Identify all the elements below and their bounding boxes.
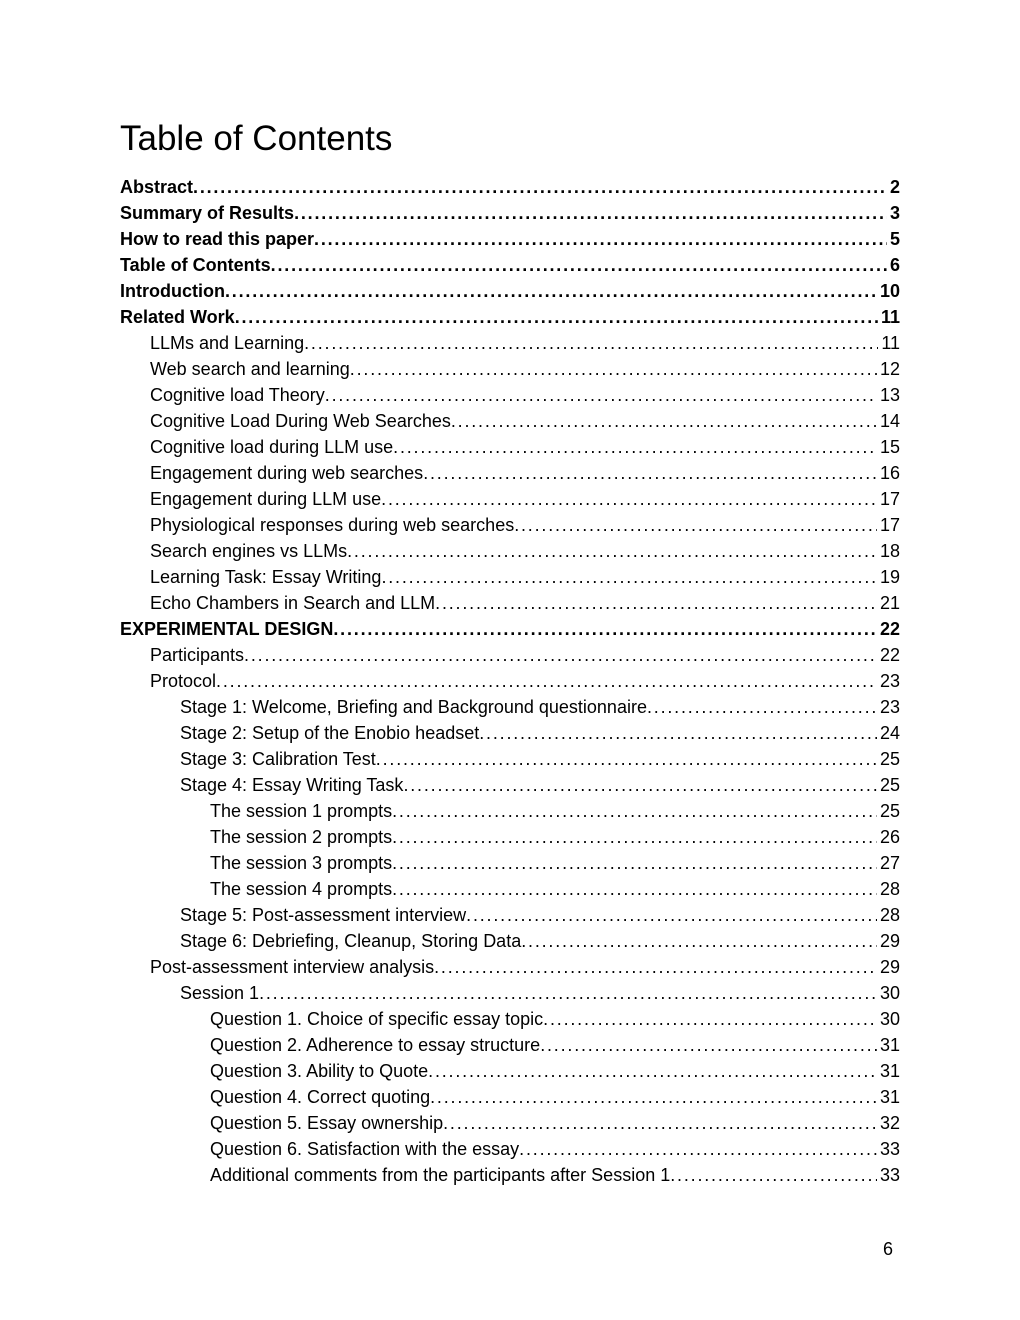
toc-entry-page: 6: [889, 255, 900, 275]
toc-entry[interactable]: [120, 200, 900, 226]
toc-entry-page: 2: [889, 177, 900, 197]
toc-entry[interactable]: [120, 434, 900, 460]
toc-entry-label: Cognitive Load During Web Searches: [150, 411, 451, 431]
toc-entry-page: 25: [879, 749, 900, 769]
toc-entry[interactable]: [120, 408, 900, 434]
toc-entry-page: 19: [879, 567, 900, 587]
toc-entry-page: 30: [879, 1009, 900, 1029]
toc-entry[interactable]: [120, 304, 900, 330]
toc-entry-page: 22: [879, 619, 900, 639]
toc-entry-page: 33: [879, 1139, 900, 1159]
toc-leader-dots: [350, 356, 877, 382]
toc-list: [120, 174, 900, 1188]
toc-leader-dots: [392, 876, 877, 902]
toc-leader-dots: [466, 902, 877, 928]
toc-entry[interactable]: [120, 1058, 900, 1084]
toc-entry-page: 28: [879, 879, 900, 899]
toc-leader-dots: [325, 382, 877, 408]
toc-entry-label: Related Work: [120, 307, 235, 327]
toc-entry[interactable]: [120, 330, 900, 356]
toc-entry-page: 11: [881, 333, 900, 353]
toc-entry[interactable]: [120, 1084, 900, 1110]
toc-entry-label: Question 2. Adherence to essay structure: [210, 1035, 541, 1055]
toc-entry-page: 15: [879, 437, 900, 457]
toc-entry-label: Summary of Results: [120, 203, 295, 223]
toc-entry-page: 29: [879, 931, 900, 951]
toc-leader-dots: [434, 954, 877, 980]
toc-leader-dots: [259, 980, 877, 1006]
toc-leader-dots: [430, 1084, 877, 1110]
toc-leader-dots: [244, 642, 877, 668]
toc-entry-page: 31: [879, 1061, 900, 1081]
toc-entry-page: 22: [879, 645, 900, 665]
toc-leader-dots: [540, 1032, 877, 1058]
toc-entry[interactable]: [120, 928, 900, 954]
toc-leader-dots: [333, 616, 877, 642]
toc-entry[interactable]: [120, 642, 900, 668]
toc-entry-page: 32: [879, 1113, 900, 1133]
toc-entry-label: The session 1 prompts: [210, 801, 393, 821]
toc-leader-dots: [376, 746, 877, 772]
toc-entry-page: 14: [879, 411, 900, 431]
toc-entry[interactable]: [120, 980, 900, 1006]
toc-entry-label: Stage 3: Calibration Test: [180, 749, 376, 769]
toc-entry-label: Stage 5: Post-assessment interview: [180, 905, 467, 925]
toc-leader-dots: [392, 798, 877, 824]
toc-leader-dots: [392, 824, 877, 850]
toc-entry[interactable]: [120, 694, 900, 720]
toc-entry-label: Question 1. Choice of specific essay topic: [210, 1009, 544, 1029]
toc-leader-dots: [451, 408, 877, 434]
toc-entry-page: 27: [879, 853, 900, 873]
toc-leader-dots: [304, 330, 878, 356]
toc-entry-label: Question 6. Satisfaction with the essay: [210, 1139, 520, 1159]
toc-leader-dots: [393, 434, 877, 460]
toc-entry[interactable]: [120, 1162, 900, 1188]
toc-leader-dots: [519, 1136, 877, 1162]
toc-entry[interactable]: [120, 798, 900, 824]
toc-entry[interactable]: [120, 278, 900, 304]
toc-entry[interactable]: [120, 850, 900, 876]
toc-entry-label: Introduction: [120, 281, 225, 301]
toc-leader-dots: [225, 278, 877, 304]
toc-entry-label: Engagement during LLM use: [150, 489, 382, 509]
toc-entry-label: Cognitive load during LLM use: [150, 437, 394, 457]
toc-leader-dots: [514, 512, 877, 538]
toc-entry-page: 31: [879, 1087, 900, 1107]
toc-leader-dots: [381, 564, 877, 590]
toc-entry-label: Cognitive load Theory: [150, 385, 325, 405]
toc-entry[interactable]: [120, 252, 900, 278]
toc-leader-dots: [647, 694, 877, 720]
toc-entry-page: 25: [879, 775, 900, 795]
toc-entry[interactable]: [120, 356, 900, 382]
toc-entry-label: Question 5. Essay ownership: [210, 1113, 444, 1133]
toc-entry[interactable]: [120, 486, 900, 512]
document-page: [120, 118, 900, 1188]
toc-entry[interactable]: [120, 1110, 900, 1136]
toc-entry[interactable]: [120, 954, 900, 980]
toc-entry-page: 17: [879, 489, 900, 509]
toc-leader-dots: [443, 1110, 877, 1136]
toc-entry-label: Session 1: [180, 983, 260, 1003]
toc-entry-page: 23: [879, 697, 900, 717]
toc-entry[interactable]: [120, 174, 900, 200]
toc-entry-page: 18: [879, 541, 900, 561]
toc-entry-label: Echo Chambers in Search and LLM: [150, 593, 436, 613]
toc-entry-page: 3: [889, 203, 900, 223]
toc-leader-dots: [521, 928, 877, 954]
footer-page-number: 6: [882, 1239, 893, 1259]
toc-entry-label: The session 3 prompts: [210, 853, 393, 873]
toc-entry-label: Web search and learning: [150, 359, 350, 379]
toc-entry-label: The session 4 prompts: [210, 879, 393, 899]
toc-leader-dots: [403, 772, 877, 798]
toc-entry-label: Stage 4: Essay Writing Task: [180, 775, 404, 795]
toc-entry-label: EXPERIMENTAL DESIGN: [120, 619, 334, 639]
toc-entry-page: 12: [879, 359, 900, 379]
toc-entry[interactable]: [120, 902, 900, 928]
toc-entry-label: How to read this paper: [120, 229, 315, 249]
toc-entry-label: The session 2 prompts: [210, 827, 393, 847]
toc-entry[interactable]: [120, 1006, 900, 1032]
toc-entry-page: 31: [879, 1035, 900, 1055]
toc-entry[interactable]: [120, 538, 900, 564]
toc-entry[interactable]: [120, 460, 900, 486]
toc-entry-label: Stage 1: Welcome, Briefing and Background questionnaire: [180, 697, 647, 717]
toc-entry-page: 33: [879, 1165, 900, 1185]
toc-entry-label: LLMs and Learning: [150, 333, 305, 353]
toc-leader-dots: [435, 590, 877, 616]
toc-leader-dots: [428, 1058, 877, 1084]
toc-entry-label: Post-assessment interview analysis: [150, 957, 435, 977]
toc-entry[interactable]: [120, 564, 900, 590]
toc-entry[interactable]: [120, 382, 900, 408]
toc-entry-page: 16: [879, 463, 900, 483]
toc-entry-page: 23: [879, 671, 900, 691]
toc-leader-dots: [216, 668, 877, 694]
toc-leader-dots: [314, 226, 887, 252]
toc-leader-dots: [294, 200, 887, 226]
toc-entry-label: Learning Task: Essay Writing: [150, 567, 382, 587]
toc-entry-page: 25: [879, 801, 900, 821]
toc-entry-label: Engagement during web searches: [150, 463, 424, 483]
toc-leader-dots: [193, 174, 887, 200]
toc-entry-page: 28: [879, 905, 900, 925]
toc-entry[interactable]: [120, 1032, 900, 1058]
toc-entry-page: 24: [879, 723, 900, 743]
toc-leader-dots: [543, 1006, 877, 1032]
toc-entry-label: Physiological responses during web searches: [150, 515, 515, 535]
toc-entry[interactable]: [120, 772, 900, 798]
toc-entry-page: 30: [879, 983, 900, 1003]
toc-leader-dots: [347, 538, 877, 564]
toc-entry-page: 21: [879, 593, 900, 613]
toc-entry-page: 29: [879, 957, 900, 977]
toc-entry-page: 5: [889, 229, 900, 249]
toc-entry-page: 10: [879, 281, 900, 301]
toc-leader-dots: [423, 460, 877, 486]
toc-entry-label: Stage 2: Setup of the Enobio headset: [180, 723, 480, 743]
toc-entry[interactable]: [120, 824, 900, 850]
toc-entry[interactable]: [120, 876, 900, 902]
toc-entry-label: Question 3. Ability to Quote: [210, 1061, 429, 1081]
toc-entry[interactable]: [120, 512, 900, 538]
toc-leader-dots: [235, 304, 878, 330]
toc-leader-dots: [479, 720, 877, 746]
toc-leader-dots: [392, 850, 877, 876]
toc-entry-page: 13: [879, 385, 900, 405]
toc-entry-page: 26: [879, 827, 900, 847]
toc-entry-label: Table of Contents: [120, 255, 271, 275]
toc-leader-dots: [271, 252, 887, 278]
toc-entry[interactable]: [120, 720, 900, 746]
toc-entry-label: Search engines vs LLMs: [150, 541, 348, 561]
toc-entry-label: Stage 6: Debriefing, Cleanup, Storing Data: [180, 931, 522, 951]
toc-entry-label: Abstract: [120, 177, 194, 197]
toc-entry-label: Question 4. Correct quoting: [210, 1087, 431, 1107]
toc-entry-page: 17: [879, 515, 900, 535]
toc-entry[interactable]: [120, 1136, 900, 1162]
toc-leader-dots: [670, 1162, 877, 1188]
page-title: Table of Contents: [120, 119, 393, 158]
toc-entry[interactable]: [120, 668, 900, 694]
toc-entry[interactable]: [120, 226, 900, 252]
toc-leader-dots: [381, 486, 877, 512]
toc-entry[interactable]: [120, 746, 900, 772]
toc-entry-page: 11: [880, 307, 900, 327]
toc-entry-label: Participants: [150, 645, 245, 665]
toc-entry[interactable]: [120, 590, 900, 616]
toc-entry-label: Protocol: [150, 671, 217, 691]
toc-entry[interactable]: [120, 616, 900, 642]
toc-entry-label: Additional comments from the participants after Session 1: [210, 1165, 671, 1185]
